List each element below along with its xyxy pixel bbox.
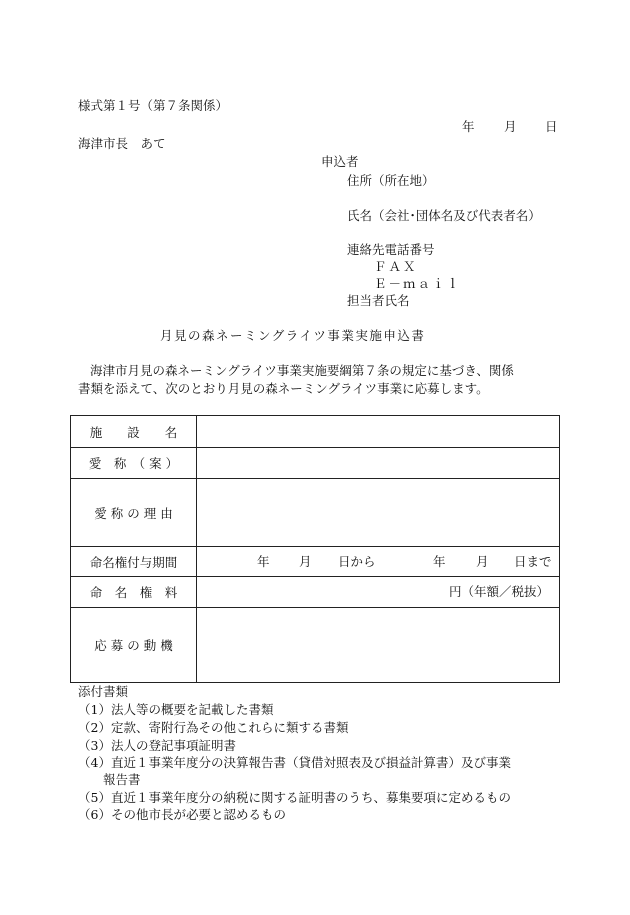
date-month: 月	[504, 119, 517, 134]
period-from-day: 日から	[338, 554, 376, 569]
field-motive[interactable]	[196, 608, 559, 682]
document-title: 月見の森ネーミングライツ事業実施申込書	[160, 328, 426, 343]
applicant-name: 氏名（会社･団体名及び代表者名）	[347, 208, 541, 223]
date-day: 日	[545, 119, 558, 134]
row-reason	[71, 478, 559, 546]
period-to-year: 年	[433, 554, 446, 569]
label-motive: 応 募 の 動 機	[71, 608, 197, 682]
field-nickname[interactable]	[196, 448, 559, 478]
attachment-item: （4）直近１事業年度分の決算報告書（貸借対照表及び損益計算書）及び事業	[78, 755, 511, 770]
attachment-item: （6）その他市長が必要と認めるもの	[78, 807, 286, 822]
period-to-day: 日まで	[514, 554, 552, 569]
label-facility: 施 設 名	[71, 416, 197, 447]
row-motive	[71, 607, 559, 682]
application-table	[70, 415, 560, 683]
attachment-item: （3）法人の登記事項証明書	[78, 738, 236, 753]
field-reason[interactable]	[196, 479, 559, 546]
form-number: 様式第１号（第７条関係）	[78, 98, 229, 113]
row-fee	[71, 576, 559, 607]
applicant-phone: 連絡先電話番号	[347, 242, 435, 257]
field-period[interactable]	[196, 547, 559, 576]
label-fee: 命 名 権 料	[71, 577, 197, 607]
applicant-contact: 担当者氏名	[347, 293, 410, 308]
attachments-heading: 添付書類	[78, 684, 129, 699]
attachment-item: （1）法人等の概要を記載した書類	[78, 702, 274, 717]
attachment-item-continued: 報告書	[103, 772, 141, 787]
applicant-address: 住所（所在地）	[347, 173, 435, 188]
row-nickname	[71, 447, 559, 478]
attachment-item: （5）直近１事業年度分の納税に関する証明書のうち、募集要項に定めるもの	[78, 790, 511, 805]
field-fee[interactable]	[196, 577, 559, 607]
body-line-2: 書類を添えて、次のとおり月見の森ネーミングライツ事業に応募します。	[78, 381, 489, 396]
row-facility	[71, 416, 559, 447]
addressee: 海津市長 あて	[78, 136, 166, 151]
period-from-year: 年	[257, 554, 270, 569]
label-nickname: 愛 称 （ 案 ）	[71, 448, 197, 478]
date-year: 年	[462, 119, 475, 134]
label-period: 命名権付与期間	[71, 547, 197, 576]
field-facility[interactable]	[196, 416, 559, 447]
applicant-email: Ｅ－ｍａｉｌ	[374, 276, 462, 291]
attachment-item: （2）定款、寄附行為その他これらに類する書類	[78, 720, 349, 735]
period-from-month: 月	[299, 554, 312, 569]
fee-unit: 円（年額／税抜）	[448, 584, 549, 599]
applicant-fax: ＦＡＸ	[374, 259, 418, 274]
row-period	[71, 546, 559, 576]
applicant-heading: 申込者	[321, 154, 359, 169]
label-reason: 愛 称 の 理 由	[71, 479, 197, 546]
period-to-month: 月	[476, 554, 489, 569]
body-line-1: 海津市月見の森ネーミングライツ事業実施要綱第７条の規定に基づき、関係	[90, 363, 514, 378]
